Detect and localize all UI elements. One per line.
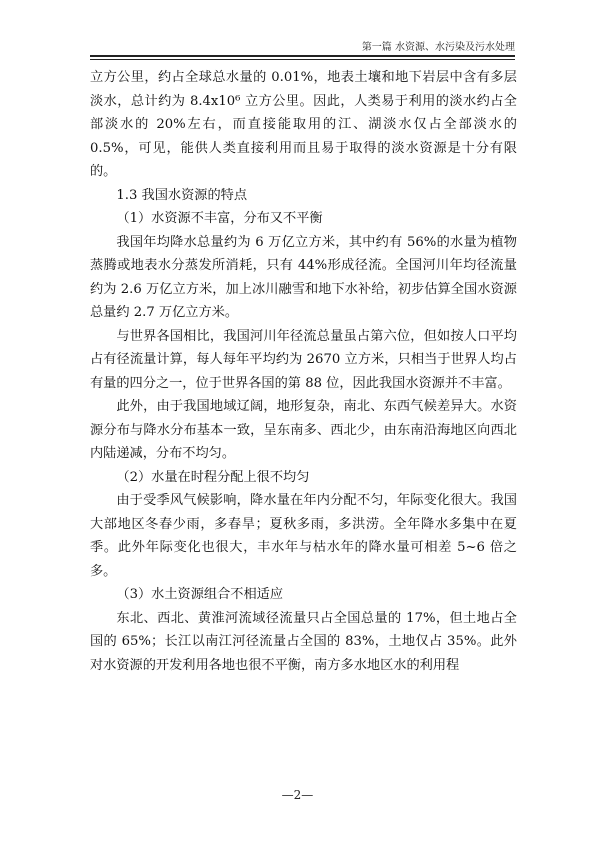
paragraph: 此外，由于我国地域辽阔，地形复杂，南北、东西气候差异大。水资源分布与降水分布基本一致，呈东南多、西北少，由东南沿海地区向西北内陆递减，分布不均匀。 <box>90 399 517 461</box>
running-header: 第一篇 水资源、水污染及污水处理 <box>361 42 515 53</box>
header-rule-thick <box>90 55 515 57</box>
page-body <box>90 66 517 677</box>
page-number: —2— <box>281 788 314 802</box>
paragraph: 由于受季风气候影响，降水量在年内分配不匀，年际变化很大。我国大部地区冬春少雨，多春旱；夏秋多雨，多洪涝。全年降水多集中在夏季。此外年际变化也很大，丰水年与枯水年的降水量可相差 5~6 倍之多。 <box>90 493 517 579</box>
subsection-heading-3: （3）水土资源组合不相适应 <box>116 587 284 602</box>
header-rule-thin <box>90 59 515 60</box>
paragraph-continued: 立方公里，约占全球总水量的 0.01%，地表土壤和地下岩层中含有多层淡水，总计约为 8.4x10⁶ 立方公里。因此，人类易于利用的淡水约占全部淡水的 20%左右，而直接能取用的江、湖淡水仅占全部淡水的 0.5%，可见，能供人类直接利用而且易于取得的淡水资源是十分有限的。 <box>90 70 517 179</box>
subsection-heading-1: （1）水资源不丰富，分布又不平衡 <box>116 211 323 226</box>
subsection-heading-2: （2）水量在时程分配上很不均匀 <box>116 469 310 485</box>
section-heading: 1.3 我国水资源的特点 <box>116 187 248 203</box>
paragraph: 我国年均降水总量约为 6 万亿立方米，其中约有 56%的水量为植物蒸腾或地表水分蒸发所消耗，只有 44%形成径流。全国河川年均径流量约为 2.6 万亿立方米，加上冰川融雪和地下水补给，初步估算全国水资源总量约 2.7 万亿立方米。 <box>90 234 517 320</box>
paragraph: 东北、西北、黄淮河流域径流量只占全国总量的 17%，但土地占全国的 65%；长江以南江河径流量占全国的 83%，土地仅占 35%。此外对水资源的开发利用各地也很不平衡，南方多水地区水的利用程 <box>90 610 517 673</box>
paragraph: 与世界各国相比，我国河川年径流总量虽占第六位，但如按人口平均占有径流量计算，每人每年平均约为 2670 立方米，只相当于世界人均占有量的四分之一，位于世界各国的第 88 位，因此我国水资源并不丰富。 <box>90 328 517 391</box>
